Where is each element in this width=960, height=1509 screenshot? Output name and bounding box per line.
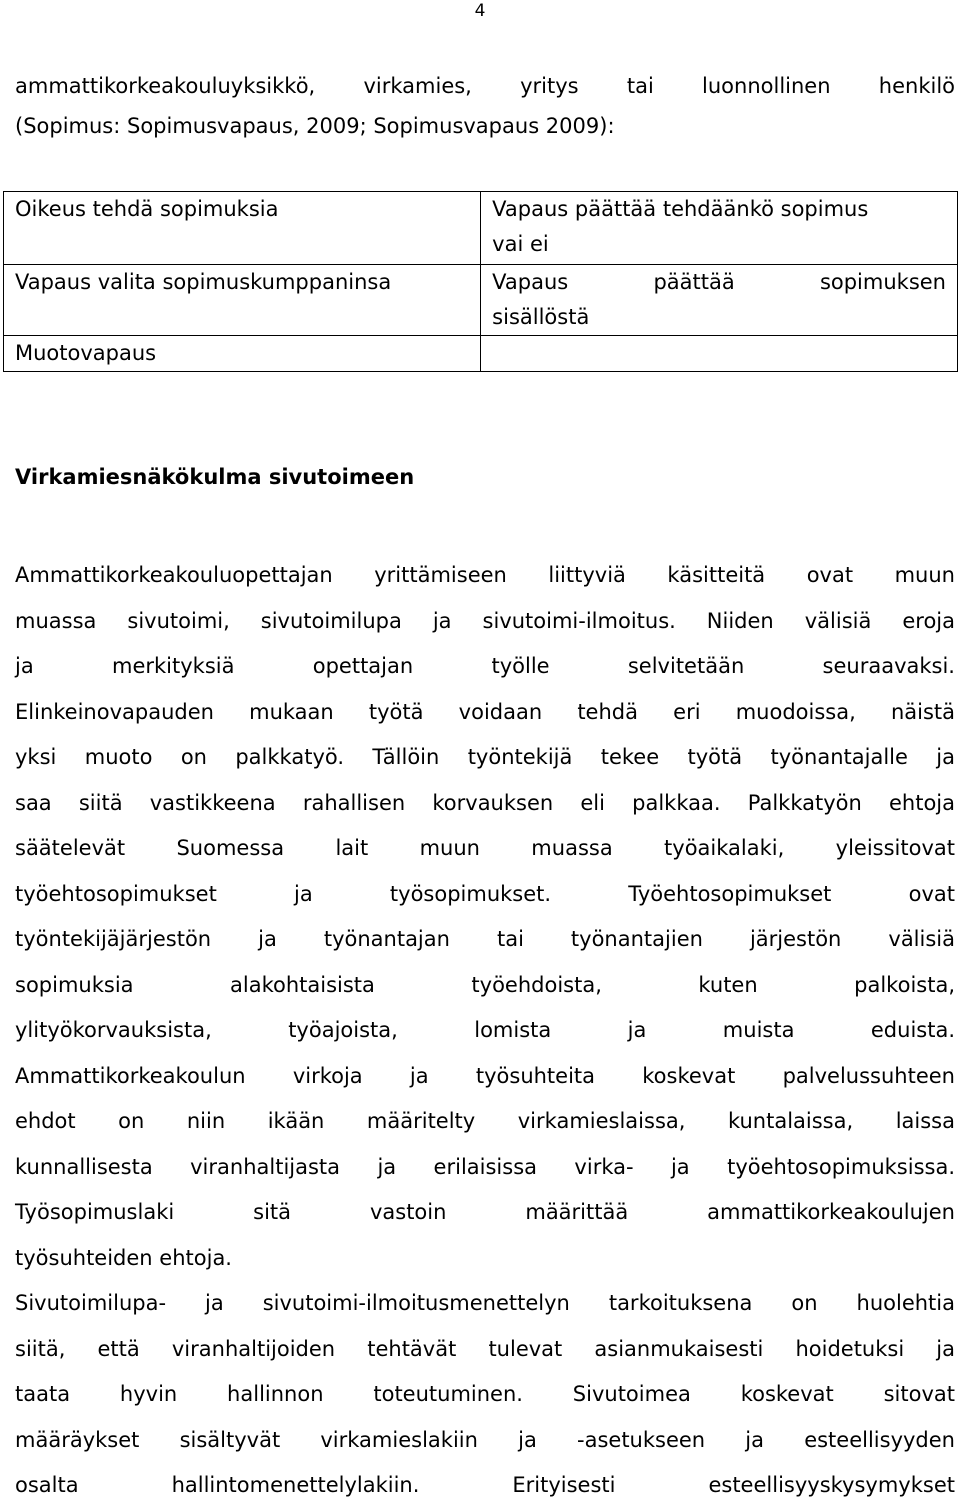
contract-freedom-table [3,191,958,372]
page-number: 4 [474,1,486,21]
body-paragraph [15,553,955,1509]
body-line: Sivutoimilupa- ja sivutoimi-ilmoitusmenettelyn tarkoituksena on huolehtia [15,1291,955,1315]
body-line: saa siitä vastikkeena rahallisen korvauksen eli palkkaa. Palkkatyön ehtoja [15,790,955,815]
cell-line: vai ei [492,232,549,256]
body-line: työntekijäjärjestön ja työnantajan tai työnantajien järjestön välisiä [15,927,955,951]
table-cell [481,192,958,265]
body-line: työehtosopimukset ja työsopimukset. Työehtosopimukset ovat [15,881,955,906]
table-cell: Vapaus valita sopimuskumppaninsa [4,265,481,336]
body-line: kunnallisesta viranhaltijasta ja erilaisissa virka- ja työehtosopimuksissa. [15,1154,955,1179]
body-line: säätelevät Suomessa lait muun muassa työaikalaki, yleissitovat [15,836,955,860]
body-line: yksi muoto on palkkatyö. Tällöin työntekijä tekee työtä työnantajalle ja [15,745,955,769]
body-line: määräykset sisältyvät virkamieslakiin ja -asetukseen ja esteellisyyden [15,1427,955,1452]
body-line: Ammattikorkeakouluopettajan yrittämiseen liittyviä käsitteitä ovat muun [15,563,955,587]
body-line: ja merkityksiä opettajan työlle selvitetään seuraavaksi. [15,654,955,678]
table-cell: Muotovapaus [4,336,481,372]
body-line: ehdot on niin ikään määritelty virkamieslaissa, kuntalaissa, laissa [15,1109,955,1133]
intro-line: (Sopimus: Sopimusvapaus, 2009; Sopimusvapaus 2009): [15,114,615,138]
body-line: ylityökorvauksista, työajoista, lomista ja muista eduista. [15,1018,955,1042]
body-line: osalta hallintomenettelylakiin. Erityisesti esteellisyyskysymykset [15,1473,955,1497]
section-heading: Virkamiesnäkökulma sivutoimeen [15,465,415,489]
body-line: Ammattikorkeakoulun virkoja ja työsuhteita koskevat palvelussuhteen [15,1063,955,1088]
table-row [4,336,958,372]
table-cell [481,265,958,336]
table-row [4,192,958,265]
body-line: taata hyvin hallinnon toteutuminen. Sivutoimea koskevat sitovat [15,1382,955,1406]
body-line: siitä, että viranhaltijoiden tehtävät tulevat asianmukaisesti hoidetuksi ja [15,1336,955,1361]
cell-line: sisällöstä [492,305,590,329]
table-cell: Oikeus tehdä sopimuksia [4,192,481,265]
cell-line: Vapaus päättää sopimuksen [492,270,946,294]
table-row [4,265,958,336]
intro-paragraph [15,66,955,146]
table-cell [481,336,958,372]
body-line: sopimuksia alakohtaisista työehdoista, kuten palkoista, [15,972,955,997]
body-line: työsuhteiden ehtoja. [15,1245,232,1270]
body-line: Elinkeinovapauden mukaan työtä voidaan tehdä eri muodoissa, näistä [15,699,955,724]
intro-line: ammattikorkeakouluyksikkö, virkamies, yritys tai luonnollinen henkilö [15,74,955,98]
cell-line: Vapaus päättää tehdäänkö sopimus [492,197,869,221]
body-line: muassa sivutoimi, sivutoimilupa ja sivutoimi-ilmoitus. Niiden välisiä eroja [15,608,955,633]
body-line: Työsopimuslaki sitä vastoin määrittää ammattikorkeakoulujen [15,1200,955,1224]
